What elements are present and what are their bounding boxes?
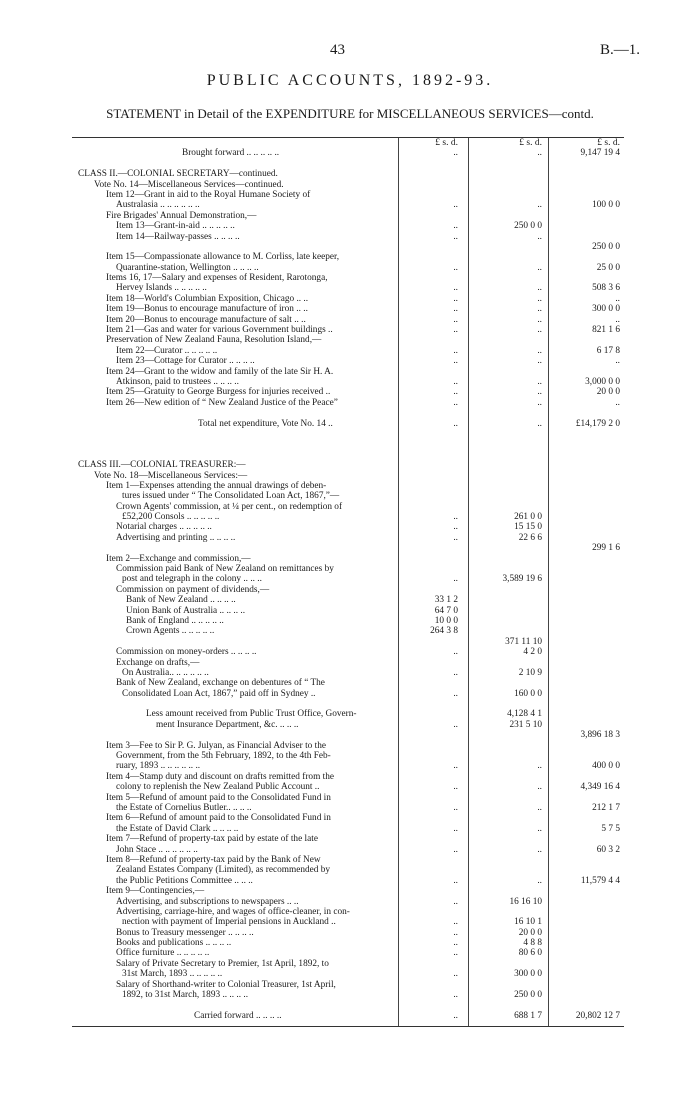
amount-cell: .. (453, 221, 458, 232)
ledger-description: Zealand Estates Company (Limited), as recommended by (116, 865, 331, 876)
amount-cell: .. (537, 397, 542, 408)
ledger-row (72, 647, 624, 657)
amount-cell: 3,896 18 3 (580, 730, 620, 741)
ledger-description: Hervey Islands .. .. .. .. .. (116, 283, 207, 294)
amount-cell: 4 2 0 (523, 647, 542, 658)
ledger-row (72, 678, 624, 688)
ledger-row (72, 252, 624, 262)
table-body (72, 138, 624, 1021)
ledger-description: Item 12—Grant in aid to the Royal Humane Society of (106, 189, 311, 200)
ledger-row (72, 897, 624, 907)
ledger-description: Advertising, carriage-hire, and wages of office-cleaner, in con- (116, 906, 350, 917)
ledger-description: the Estate of David Clark .. .. .. .. (116, 823, 239, 834)
amount-cell: .. (453, 844, 458, 855)
ledger-row (72, 699, 624, 709)
ledger-description: Union Bank of Australia .. .. .. .. (126, 605, 246, 616)
ledger-description: Vote No. 18—Miscellaneous Services:— (94, 470, 248, 481)
amount-cell: .. (453, 314, 458, 325)
ledger-description: the Estate of Cornelius Butler.. .. .. .. (116, 803, 252, 813)
ledger-row (72, 356, 624, 366)
amount-cell: .. (453, 938, 458, 949)
page-header (0, 42, 700, 62)
amount-cell: 20 0 0 (596, 387, 620, 398)
amount-cell: 60 3 2 (596, 844, 620, 855)
ledger-description: Crown Agents' commission, at ¼ per cent., on redemption of (116, 501, 343, 512)
ledger-row (72, 471, 624, 481)
currency-header: £ s. d. (519, 138, 542, 148)
amount-cell: .. (453, 231, 458, 242)
amount-cell: 264 3 8 (430, 626, 458, 637)
ledger-description: Commission on money-orders .. .. .. .. (116, 647, 257, 658)
amount-cell: 212 1 7 (592, 803, 620, 813)
ledger-row (72, 585, 624, 595)
amount-cell: £14,179 2 0 (575, 418, 620, 429)
ledger-row (72, 419, 624, 429)
ledger-description: Commission on payment of dividends,— (116, 584, 270, 595)
amount-cell: .. (453, 875, 458, 886)
ledger-description: Preservation of New Zealand Fauna, Resolution Island,— (106, 335, 322, 346)
ledger-row (72, 315, 624, 325)
amount-cell: .. (453, 969, 458, 980)
ledger-description: Item 3—Fee to Sir P. G. Julyan, as Financial Adviser to the (106, 740, 327, 751)
ledger-row (72, 668, 624, 678)
amount-cell: .. (537, 823, 542, 834)
ledger-description: Commission paid Bank of New Zealand on remittances by (116, 564, 334, 575)
ledger-description: John Stace .. .. .. .. .. .. (116, 844, 198, 855)
ledger-row (72, 855, 624, 865)
page-number: 43 (330, 42, 345, 58)
ledger-description: Office furniture .. .. .. .. .. (116, 948, 210, 959)
ledger-description: Exchange on drafts,— (116, 657, 200, 668)
ledger-row (72, 522, 624, 532)
amount-cell: 4 8 8 (523, 938, 542, 949)
ledger-description: colony to replenish the New Zealand Public Account .. (116, 782, 320, 793)
ledger-row (72, 948, 624, 958)
amount-cell: .. (453, 418, 458, 429)
ledger-row (72, 793, 624, 803)
amount-cell: .. (453, 917, 458, 928)
amount-cell: 371 11 10 (505, 636, 542, 647)
ledger-description: Item 7—Refund of property-tax paid by estate of the late (106, 834, 318, 845)
ledger-description: ment Insurance Department, &c. .. .. .. (156, 719, 299, 730)
amount-cell: .. (453, 356, 458, 367)
amount-cell: 25 0 0 (596, 262, 620, 273)
ledger-row (72, 824, 624, 834)
amount-cell: 508 3 6 (592, 283, 620, 294)
ledger-row (72, 148, 624, 158)
ledger-description: Less amount received from Public Trust Office, Govern- (146, 709, 357, 720)
ledger-row (72, 907, 624, 917)
ledger-row (72, 491, 624, 501)
currency-header: £ s. d. (597, 138, 620, 148)
amount-cell: 299 1 6 (592, 543, 620, 554)
amount-cell: .. (537, 314, 542, 325)
amount-cell: 3,589 19 6 (502, 574, 542, 585)
ledger-row (72, 232, 624, 242)
ledger-description: CLASS III.—COLONIAL TREASURER:— (78, 460, 246, 471)
amount-cell: .. (537, 304, 542, 315)
amount-cell: .. (453, 761, 458, 772)
ledger-row (72, 387, 624, 397)
ledger-description: Carried forward .. .. .. .. (194, 1010, 282, 1021)
ledger-row (72, 263, 624, 273)
amount-cell: .. (615, 293, 620, 304)
amount-cell: 400 0 0 (592, 761, 620, 772)
ledger-description: Advertising and printing .. .. .. .. (116, 532, 236, 543)
statement-subtitle: STATEMENT in Detail of the EXPENDITURE for MISCELLANEOUS SERVICES—contd. (106, 106, 594, 121)
ledger-row (72, 761, 624, 771)
ledger-row (72, 709, 624, 719)
amount-cell: 300 0 0 (592, 304, 620, 315)
amount-cell: .. (537, 262, 542, 273)
ledger-description: Bank of England .. .. .. .. .. (126, 615, 224, 626)
ledger-description: tures issued under “ The Consolidated Loan Act, 1867,”— (122, 491, 340, 502)
amount-cell: .. (453, 782, 458, 793)
ledger-row (72, 813, 624, 823)
ledger-row (72, 512, 624, 522)
ledger-row (72, 1000, 624, 1010)
amount-cell: 15 15 0 (514, 522, 542, 533)
ledger-row (72, 751, 624, 761)
amount-cell: .. (537, 345, 542, 356)
ledger-description: 1892, to 31st March, 1893 .. .. .. .. (122, 990, 249, 1001)
amount-cell: 250 0 0 (514, 221, 542, 232)
ledger-row (72, 335, 624, 345)
ledger-row (72, 637, 624, 647)
amount-cell: .. (537, 844, 542, 855)
amount-cell: 9,147 19 4 (580, 148, 620, 159)
ledger-description: Government, from the 5th February, 1892, to the 4th Feb- (116, 751, 331, 762)
ledger-row (72, 325, 624, 335)
ledger-row (72, 543, 624, 553)
amount-cell: .. (453, 522, 458, 533)
ledger-row (72, 720, 624, 730)
ledger-description: Item 15—Compassionate allowance to M. Corliss, late keeper, (106, 252, 340, 263)
ledger-description: Atkinson, paid to trustees .. .. .. .. (116, 376, 239, 387)
amount-cell: .. (453, 990, 458, 1001)
ledger-row (72, 845, 624, 855)
amount-cell: .. (537, 803, 542, 813)
amount-cell: .. (615, 314, 620, 325)
ledger-row (72, 346, 624, 356)
ledger-row (72, 772, 624, 782)
ledger-row (72, 554, 624, 564)
amount-cell: 821 1 6 (592, 325, 620, 336)
amount-cell: 20 0 0 (518, 927, 542, 938)
amount-cell: .. (537, 387, 542, 398)
ledger-description: Item 1—Expenses attending the annual drawings of deben- (106, 480, 327, 491)
amount-cell: .. (453, 148, 458, 159)
ledger-row (72, 990, 624, 1000)
ledger-description: Bonus to Treasury messenger .. .. .. .. (116, 927, 254, 938)
amount-cell: 688 1 7 (514, 1010, 542, 1021)
ledger-row (72, 574, 624, 584)
ledger-row (72, 959, 624, 969)
ledger-description: CLASS II.—COLONIAL SECRETARY—continued. (78, 169, 278, 180)
ledger-description: Item 22—Curator .. .. .. .. .. (116, 345, 218, 356)
ledger-description: 31st March, 1893 .. .. .. .. .. (122, 969, 223, 980)
amount-cell: .. (453, 283, 458, 294)
amount-cell: 4,128 4 1 (507, 709, 542, 720)
ledger-description: Item 8—Refund of property-tax paid by the Bank of New (106, 854, 321, 865)
ledger-row (72, 689, 624, 699)
ledger-row (72, 626, 624, 636)
ledger-description: Items 16, 17—Salary and expenses of Resident, Rarotonga, (106, 273, 328, 284)
ledger-row (72, 803, 624, 813)
amount-cell: .. (453, 803, 458, 813)
ledger-description: £52,200 Consols .. .. .. .. .. (122, 512, 220, 523)
amount-cell: 64 7 0 (434, 605, 458, 616)
ledger-description: Item 25—Gratuity to George Burgess for injuries received .. (106, 387, 331, 398)
ledger-row (72, 190, 624, 200)
ledger-row (72, 159, 624, 169)
amount-cell: 160 0 0 (514, 688, 542, 699)
ledger-description: Item 26—New edition of “ New Zealand Justice of the Peace” (106, 397, 338, 408)
ledger-row (72, 169, 624, 179)
amount-cell: .. (453, 262, 458, 273)
ledger-description: Item 4—Stamp duty and discount on drafts remitted from the (106, 771, 334, 782)
ledger-description: Item 6—Refund of amount paid to the Consolidated Fund in (106, 813, 331, 824)
ledger-description: post and telegraph in the colony .. .. .. (122, 574, 262, 585)
ledger-description: Item 14—Railway-passes .. .. .. .. (116, 231, 240, 242)
ledger-description: Notarial charges .. .. .. .. .. (116, 522, 212, 533)
amount-cell: .. (453, 1010, 458, 1021)
amount-cell: 250 0 0 (592, 241, 620, 252)
amount-cell: 16 10 1 (514, 917, 542, 928)
amount-cell: .. (453, 948, 458, 959)
ledger-description: Item 19—Bonus to encourage manufacture of iron .. .. (106, 304, 308, 315)
ledger-description: Salary of Shorthand-writer to Colonial Treasurer, 1st April, (116, 979, 336, 990)
amount-cell: 6 17 8 (596, 345, 620, 356)
amount-cell: .. (537, 782, 542, 793)
ledger-row (72, 969, 624, 979)
ledger-row (72, 658, 624, 668)
ledger-row (72, 938, 624, 948)
ledger-description: Australasia .. .. .. .. .. .. (116, 200, 200, 211)
ledger-description: Bank of New Zealand .. .. .. .. (126, 595, 236, 606)
amount-cell: .. (537, 148, 542, 159)
ledger-row (72, 180, 624, 190)
ledger-row (72, 211, 624, 221)
amount-cell: .. (453, 574, 458, 585)
ledger-description: Total net expenditure, Vote No. 14 .. (198, 418, 333, 429)
ledger-description: Item 5—Refund of amount paid to the Consolidated Fund in (106, 792, 331, 803)
ledger-description: Quarantine-station, Wellington .. .. .. .. (116, 262, 259, 273)
ledger-row (72, 928, 624, 938)
ledger-description: Brought forward .. .. .. .. .. (182, 148, 280, 159)
ledger-row (72, 450, 624, 460)
ledger-description: Item 24—Grant to the widow and family of the late Sir H. A. (106, 366, 334, 377)
amount-cell: .. (537, 376, 542, 387)
amount-cell: .. (537, 418, 542, 429)
amount-cell: 11,579 4 4 (580, 875, 620, 886)
expenditure-table (72, 137, 624, 1027)
amount-cell: .. (615, 397, 620, 408)
amount-cell: 2 10 9 (518, 667, 542, 678)
page-title: PUBLIC ACCOUNTS, 1892-93. (206, 72, 494, 89)
ledger-description: Crown Agents .. .. .. .. .. (126, 626, 215, 637)
ledger-description: Item 20—Bonus to encourage manufacture of salt .. .. (106, 314, 306, 325)
amount-cell: .. (537, 283, 542, 294)
amount-cell: .. (537, 356, 542, 367)
ledger-description: Item 9—Contingencies,— (106, 886, 205, 897)
amount-cell: 10 0 0 (434, 615, 458, 626)
ledger-row (72, 606, 624, 616)
amount-cell: 231 5 10 (509, 719, 542, 730)
amount-cell: 261 0 0 (514, 512, 542, 523)
amount-cell: .. (453, 397, 458, 408)
amount-cell: .. (453, 325, 458, 336)
amount-cell: 250 0 0 (514, 990, 542, 1001)
ledger-description: On Australia.. .. .. .. .. .. (122, 667, 209, 678)
ledger-description: nection with payment of Imperial pensions in Auckland .. (122, 917, 336, 928)
amount-cell: 300 0 0 (514, 969, 542, 980)
ledger-row (72, 429, 624, 439)
ledger-row (72, 502, 624, 512)
ledger-description: Fire Brigades' Annual Demonstration,— (106, 210, 257, 221)
ledger-row (72, 834, 624, 844)
ledger-description: Item 23—Cottage for Curator .. .. .. .. (116, 356, 255, 367)
ledger-description: Books and publications .. .. .. .. (116, 938, 232, 949)
amount-cell: 20,802 12 7 (575, 1010, 620, 1021)
ledger-description: Item 2—Exchange and commission,— (106, 553, 251, 564)
amount-cell: 33 1 2 (434, 595, 458, 606)
amount-cell: .. (453, 387, 458, 398)
amount-cell: 22 6 6 (518, 532, 542, 543)
ledger-description: the Public Petitions Committee .. .. .. (116, 875, 253, 886)
amount-cell: 16 16 10 (509, 896, 542, 907)
amount-cell: 3,000 0 0 (585, 376, 620, 387)
amount-cell: .. (453, 896, 458, 907)
ledger-row (72, 408, 624, 418)
amount-cell: .. (453, 647, 458, 658)
ledger-row (72, 283, 624, 293)
amount-cell: .. (453, 200, 458, 211)
ledger-row (72, 564, 624, 574)
amount-cell: .. (453, 345, 458, 356)
ledger-row (72, 533, 624, 543)
amount-cell: .. (537, 200, 542, 211)
amount-cell: .. (537, 325, 542, 336)
amount-cell: .. (453, 719, 458, 730)
ledger-row (72, 741, 624, 751)
ledger-description: Item 18—World's Columbian Exposition, Chicago .. .. (106, 293, 309, 304)
ledger-row (72, 273, 624, 283)
amount-cell: 80 6 0 (518, 948, 542, 959)
ledger-row (72, 460, 624, 470)
document-reference: B.—1. (599, 42, 640, 58)
amount-cell: .. (453, 376, 458, 387)
amount-cell: .. (453, 293, 458, 304)
ledger-row (72, 595, 624, 605)
ledger-row (72, 481, 624, 491)
ledger-row (72, 304, 624, 314)
ledger-description: Advertising, and subscriptions to newspapers .. .. (116, 896, 299, 907)
ledger-row (72, 242, 624, 252)
ledger-description: Item 13—Grant-in-aid .. .. .. .. .. (116, 221, 235, 232)
amount-cell: .. (615, 356, 620, 367)
ledger-row (72, 439, 624, 449)
amount-cell: .. (453, 688, 458, 699)
amount-cell: .. (453, 667, 458, 678)
ledger-row (72, 865, 624, 875)
amount-cell: 100 0 0 (592, 200, 620, 211)
ledger-row (72, 782, 624, 792)
ledger-row (72, 200, 624, 210)
ledger-description: Item 21—Gas and water for various Government buildings .. (106, 325, 333, 336)
amount-cell: .. (453, 927, 458, 938)
ledger-row (72, 377, 624, 387)
amount-cell: .. (453, 304, 458, 315)
ledger-row (72, 980, 624, 990)
ledger-row (72, 221, 624, 231)
amount-cell: .. (453, 823, 458, 834)
ledger-row (72, 876, 624, 886)
amount-cell: .. (537, 231, 542, 242)
ledger-row (72, 294, 624, 304)
ledger-row (72, 886, 624, 896)
currency-header: £ s. d. (435, 138, 458, 148)
amount-cell: .. (537, 875, 542, 886)
ledger-description: Vote No. 14—Miscellaneous Services—continued. (94, 179, 284, 190)
ledger-row (72, 917, 624, 927)
currency-header-row (72, 138, 624, 148)
ledger-row (72, 367, 624, 377)
ledger-row (72, 398, 624, 408)
amount-cell: 5 7 5 (601, 823, 620, 834)
ledger-description: Consolidated Loan Act, 1867,” paid off in Sydney .. (122, 688, 316, 699)
amount-cell: .. (537, 293, 542, 304)
ledger-description: ruary, 1893 .. .. .. .. .. .. (116, 761, 201, 772)
amount-cell: .. (537, 761, 542, 772)
ledger-row (72, 1011, 624, 1021)
amount-cell: .. (453, 512, 458, 523)
amount-cell: 4,349 16 4 (580, 782, 620, 793)
ledger-row (72, 616, 624, 626)
ledger-row (72, 730, 624, 740)
ledger-description: Salary of Private Secretary to Premier, 1st April, 1892, to (116, 958, 329, 969)
ledger-description: Bank of New Zealand, exchange on debentures of “ The (116, 678, 325, 689)
amount-cell: .. (453, 532, 458, 543)
